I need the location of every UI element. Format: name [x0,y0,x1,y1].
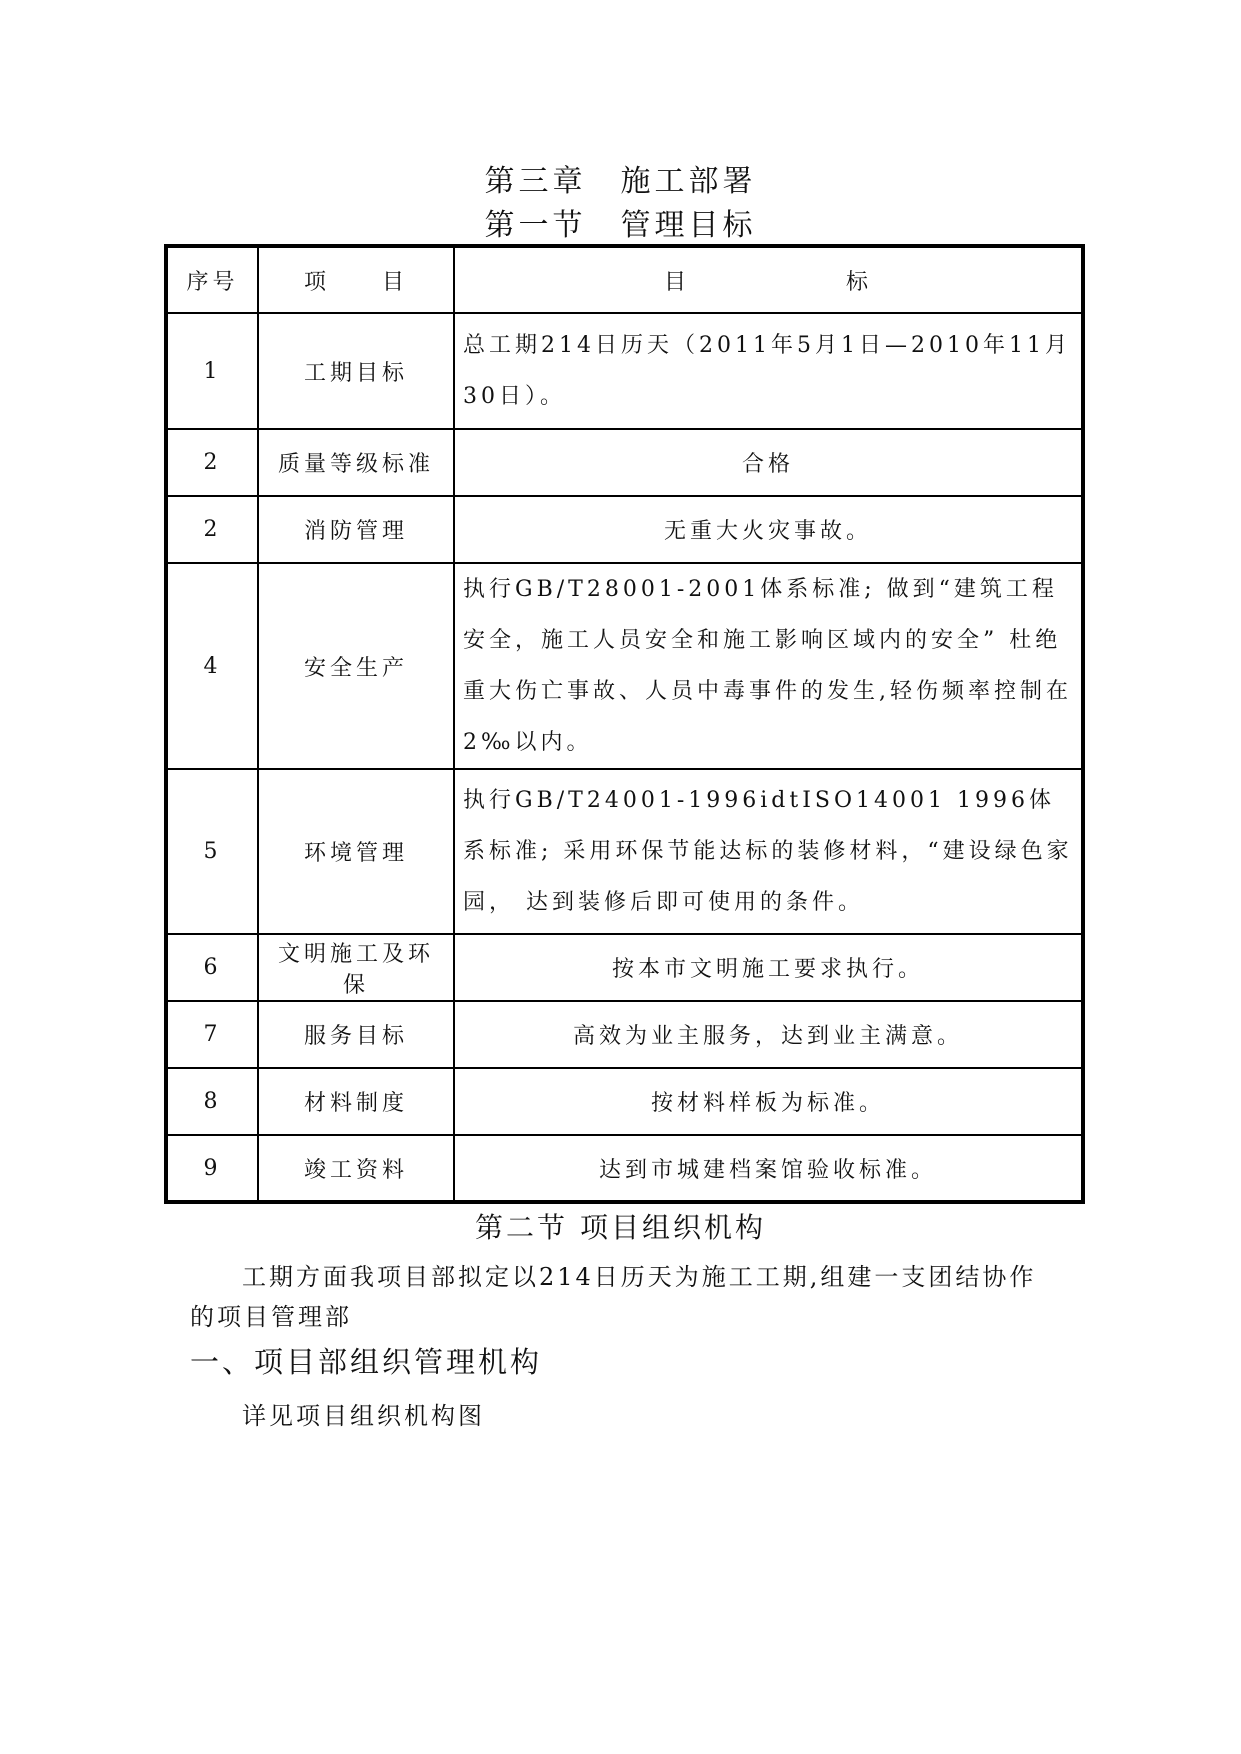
row-goal: 按材料样板为标准。 [454,1068,1083,1135]
row-item: 安全生产 [258,563,454,769]
table-row [166,429,1083,496]
row-goal: 总工期214日历天（2011年5月1日—2010年11月30日）。 [454,313,1083,429]
row-no: 4 [166,563,258,769]
header-no: 序号 [166,246,258,313]
row-no: 1 [166,313,258,429]
table-header-row [166,246,1083,313]
row-goal: 按本市文明施工要求执行。 [454,934,1083,1001]
row-no: 6 [166,934,258,1001]
row-no: 7 [166,1001,258,1068]
row-no: 2 [166,496,258,563]
row-item: 竣工资料 [258,1135,454,1202]
row-goal: 执行GB/T24001-1996idtISO14001 1996体系标准; 采用环保节能达标的装修材料，“建设绿色家园， 达到装修后即可使用的条件。 [454,769,1083,934]
row-no: 5 [166,769,258,934]
row-goal: 执行GB/T28001-2001体系标准; 做到“建筑工程安全，施工人员安全和施工影响区域内的安全” 杜绝重大伤亡事故、人员中毒事件的发生,轻伤频率控制在2‰以内。 [454,563,1083,769]
table-row [166,1068,1083,1135]
table-row [166,313,1083,429]
row-item: 质量等级标准 [258,429,454,496]
section-title-management-goals: 第一节 管理目标 [484,208,757,243]
chapter-title: 第三章 施工部署 [484,164,757,199]
table-row [166,563,1083,769]
body-paragraph: 工期方面我项目部拟定以214日历天为施工工期,组建一支团结协作的项目管理部 [190,1263,1037,1331]
row-item: 消防管理 [258,496,454,563]
row-goal: 无重大火灾事故。 [454,496,1083,563]
row-item: 材料制度 [258,1068,454,1135]
row-item: 服务目标 [258,1001,454,1068]
row-no: 9 [166,1135,258,1202]
row-item: 环境管理 [258,769,454,934]
table-row [166,934,1083,1001]
row-no: 8 [166,1068,258,1135]
table-row [166,769,1083,934]
row-no: 2 [166,429,258,496]
header-goal: 目 标 [454,246,1083,313]
reference-note: 详见项目组织机构图 [242,1402,485,1430]
header-item: 项 目 [258,246,454,313]
subheading-organization-structure: 一、项目部组织管理机构 [190,1345,543,1379]
row-goal: 合格 [454,429,1083,496]
section-title-project-organization: 第二节 项目组织机构 [475,1211,766,1244]
row-item: 文明施工及环保 [258,934,454,1001]
table-row [166,1001,1083,1068]
row-goal: 达到市城建档案馆验收标准。 [454,1135,1083,1202]
management-goals-table [164,244,1085,1204]
row-goal: 高效为业主服务，达到业主满意。 [454,1001,1083,1068]
row-item: 工期目标 [258,313,454,429]
table-row [166,496,1083,563]
table-row [166,1135,1083,1202]
